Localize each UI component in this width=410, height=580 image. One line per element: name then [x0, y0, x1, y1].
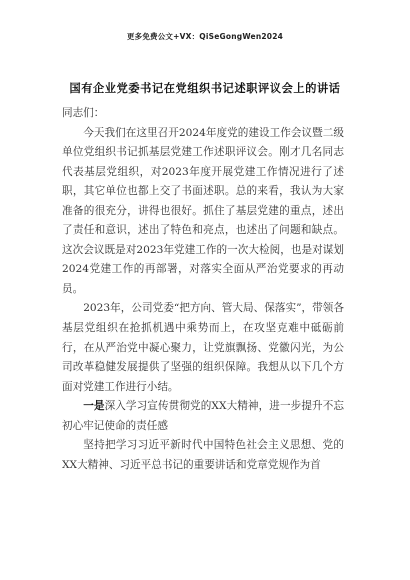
paragraph-study: 坚持把学习习近平新时代中国特色社会主义思想、党的XX大精神、习近平总书记的重要讲话和党章党规作为首 — [62, 439, 344, 471]
section-heading — [62, 397, 344, 436]
section-heading-lead: 一是 — [83, 400, 105, 413]
paragraph-intro: 今天我们在这里召开2024年度党的建设工作会议暨二级单位党组织书记抓基层党建工作述职评议会。刚才几名同志代表基层党组织，对2023年度开展党建工作情况进行了述职，其它单位也都上交了书面述职。总的来看，我认为大家准备的很充分，讲得也很好。抓住了基层党建的重点，述出了责任和意识，述出了特色和亮点，也述出了问题和缺点。这次会议既是对2023年党建工作的一次大检阅，也是对谋划2024党建工作的再部署，对落实全面从严治党要求的再动员。 — [62, 126, 344, 295]
document-title: 国有企业党委书记在党组织书记述职评议会上的讲话 — [69, 82, 341, 95]
salutation: 同志们： — [62, 107, 105, 119]
document-body — [62, 104, 344, 475]
section-heading-text: 深入学习宣传贯彻党的XX大精神，进一步提升不忘初心牢记使命的责任感 — [62, 400, 344, 432]
paragraph-summary: 2023年，公司党委“把方向、管大局、保落实”，带领各基层党组织在抢抓机遇中乘势而上，在攻坚克难中砥砺前行，在从严治党中凝心聚力，让党旗飘扬、党徽闪光，为公司改革稳健发展提供了坚强的组织保障。我想从以下几个方面对党建工作进行小结。 — [62, 302, 344, 393]
header-note: 更多免费公文+VX：QiSeGongWen2024 — [126, 32, 284, 41]
